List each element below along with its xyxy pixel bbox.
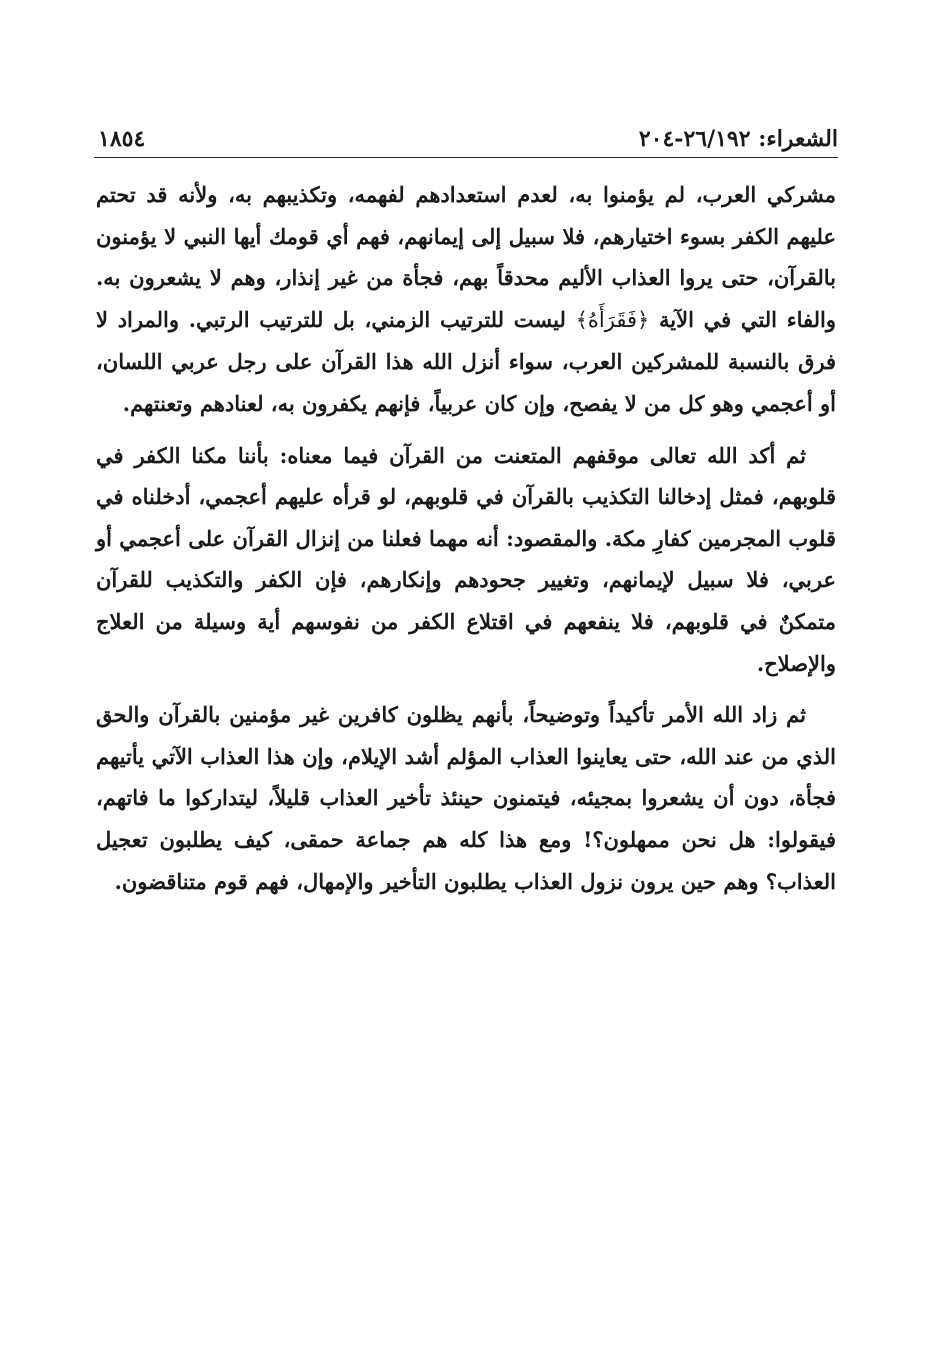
paragraph-1	[96, 174, 836, 425]
body-text	[96, 174, 836, 912]
page-number: ١٨٥٤	[98, 126, 146, 152]
paragraph-1-part-1: مشركي العرب، لم يؤمنوا به، لعدم استعدادهم لفهمه، وتكذيبهم به، ولأنه قد تحتم عليهم الكفر بسوء اختيارهم، فلا سبيل إلى إيمانهم، فهم أي قومك أيها النبي لا يؤمنون بالقرآن، حتى يروا العذاب الأليم محدقاً بهم، فجأة من غير إنذار، وهم لا يشعرون به. والفاء التي في الآية	[96, 182, 837, 332]
quranic-verse-quote: ﴿فَقَرَأَهُ﴾	[575, 307, 650, 332]
running-header	[98, 118, 838, 158]
paragraph-3: ثم زاد الله الأمر تأكيداً وتوضيحاً، بأنهم يظلون كافرين غير مؤمنين بالقرآن والحق الذي من عند الله، حتى يعاينوا العذاب المؤلم أشد الإيلام، وإن هذا العذاب الآتي يأتيهم فجأة، دون أن يشعروا بمجيئه، فيتمنون حينئذ تأخير العذاب قليلاً، ليتداركوا ما فاتهم، فيقولوا: هل نحن ممهلون؟! ومع هذا كله هم جماعة حمقى، كيف يطلبون تعجيل العذاب؟ وهم حين يرون نزول العذاب يطلبون التأخير والإمهال، فهم قوم متناقضون.	[96, 702, 836, 894]
chapter-verse-reference: الشعراء: ٢٦/١٩٢-٢٠٤	[638, 126, 838, 152]
header-divider	[94, 157, 838, 158]
paragraph-1-part-2: ليست للترتيب الزمني، بل للترتيب الرتبي. والمراد لا فرق بالنسبة للمشركين العرب، سواء أنزل الله هذا القرآن على رجل عربي اللسان، أو أعجمي وهو كل من لا يفصح، وإن كان عربياً، فإنهم يكفرون به، لعنادهم وتعنتهم.	[96, 306, 836, 416]
paragraph-2: ثم أكد الله تعالى موقفهم المتعنت من القرآن فيما معناه: بأننا مكنا الكفر في قلوبهم، فمثل إدخالنا التكذيب بالقرآن في قلوبهم، لو قرأه عليهم أعجمي، أدخلناه في قلوب المجرمين كفارِ مكة. والمقصود: أنه مهما فعلنا من إنزال القرآن على أعجمي أو عربي، فلا سبيل لإيمانهم، وتغيير جحودهم وإنكارهم، فإن الكفر والتكذيب للقرآن متمكنٌ في قلوبهم، فلا ينفعهم في اقتلاع الكفر من نفوسهم أية وسيلة من العلاج والإصلاح.	[96, 442, 836, 676]
